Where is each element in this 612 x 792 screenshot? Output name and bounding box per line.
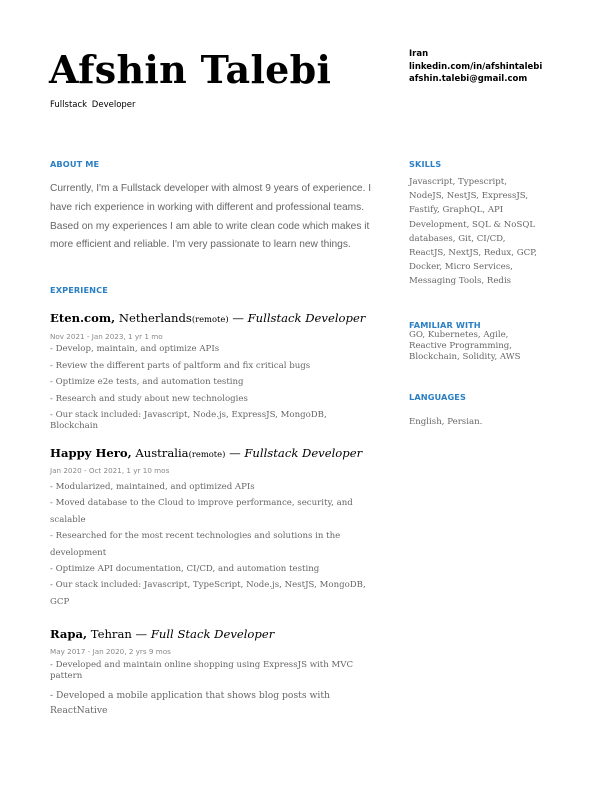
job-separator: —: [225, 446, 245, 460]
contact-email[interactable]: afshin.talebi@gmail.com: [409, 74, 528, 84]
skills-line: Development, SQL & NoSQL: [409, 219, 536, 230]
job-bullet: - Optimize API documentation, CI/CD, and automation testing: [50, 564, 320, 575]
job-remote: (remote): [191, 314, 229, 324]
job-bullet: - Researched for the most recent technologies and solutions in the: [50, 531, 341, 542]
job-bullet: ReactNative: [50, 705, 108, 716]
skills-line: ReactJS, NextJS, Redux, GCP,: [409, 248, 537, 259]
familiar-line: GO, Kubernetes, Agile,: [409, 330, 509, 340]
contact-linkedin[interactable]: linkedin.com/in/afshintalebi: [409, 61, 543, 72]
about-line: more efficient and reliable. I'm very passionate to learn new things.: [50, 239, 351, 251]
skills-line: Fastify, GraphQL, API: [409, 205, 504, 216]
candidate-title: Fullstack Developer: [50, 100, 136, 110]
skills-line: NodeJS, NestJS, ExpressJS,: [409, 191, 529, 202]
job-dates: Jan 2020 - Oct 2021, 1 yr 10 mos: [50, 466, 170, 475]
job-bullet: - Our stack included: Javascript, TypeScript, Node.js, NestJS, MongoDB,: [50, 580, 366, 591]
skills-line: Docker, Micro Services,: [409, 262, 513, 273]
job-bullet: scalable: [50, 514, 86, 525]
job-role: Fullstack Developer: [247, 311, 366, 325]
languages-heading: LANGUAGES: [409, 392, 466, 402]
about-heading: ABOUT ME: [50, 159, 100, 169]
job-bullet: development: [50, 547, 107, 558]
job-location: Australia: [131, 446, 189, 460]
familiar-list: [409, 330, 549, 362]
job-location: Tehran: [87, 627, 132, 641]
skills-line: databases, Git, CI/CD,: [409, 233, 506, 244]
job-bullet: pattern: [50, 671, 83, 681]
job-company: Happy Hero,: [50, 446, 132, 460]
about-line: Based on my experiences I am able to write clean code which makes it: [50, 220, 370, 232]
job-bullet: - Moved database to the Cloud to improve performance, security, and: [50, 498, 353, 509]
job-dates: Nov 2021 - Jan 2023, 1 yr 1 mo: [50, 332, 163, 341]
job-separator: —: [131, 627, 151, 641]
job-title-rapa: [50, 627, 274, 641]
about-line: Currently, I'm a Fullstack developer with almost 9 years of experience. I: [50, 183, 372, 194]
candidate-name: Afshin Talebi: [49, 47, 332, 92]
contact-block: [409, 48, 542, 86]
job-bullet: GCP: [50, 596, 70, 607]
about-line: have rich experience in working with different and professional teams.: [50, 201, 365, 213]
skills-line: Javascript, Typescript,: [409, 177, 507, 187]
skills-list: [409, 175, 549, 289]
job-bullet: - Developed a mobile application that shows blog posts with: [50, 690, 330, 701]
job-location: Netherlands: [115, 311, 192, 325]
job-bullet: - Developed and maintain online shopping using ExpressJS with MVC: [50, 660, 354, 670]
job-title-happy-hero: [50, 446, 362, 460]
job-company: Rapa,: [50, 627, 88, 641]
job-company: Eten.com,: [50, 311, 116, 325]
job-bullet: - Our stack included: Javascript, Node.js, ExpressJS, MongoDB,: [50, 410, 327, 420]
job-title-eten: [50, 311, 365, 325]
job-role: Full Stack Developer: [150, 627, 275, 641]
job-remote: (remote): [188, 449, 226, 459]
job-bullet: - Research and study about new technologies: [50, 393, 248, 404]
job-separator: —: [228, 311, 248, 325]
job-bullet: - Review the different parts of paltform and fix critical bugs: [50, 360, 311, 371]
job-dates: May 2017 - Jan 2020, 2 yrs 9 mos: [50, 647, 171, 656]
job-bullets: [50, 344, 380, 432]
familiar-line: Reactive Programming,: [409, 340, 512, 351]
languages-text: English, Persian.: [409, 417, 483, 427]
familiar-line: Blockchain, Solidity, AWS: [409, 351, 521, 362]
skills-heading: SKILLS: [409, 159, 442, 169]
experience-heading: EXPERIENCE: [50, 285, 108, 295]
job-bullets: [50, 479, 380, 610]
skills-line: Messaging Tools, Redis: [409, 276, 512, 287]
contact-location: Iran: [409, 49, 429, 59]
job-bullet: - Modularized, maintained, and optimized APIs: [50, 482, 255, 492]
job-bullet: - Optimize e2e tests, and automation testing: [50, 377, 244, 387]
job-bullet: - Develop, maintain, and optimize APIs: [50, 344, 220, 354]
job-role: Fullstack Developer: [244, 446, 363, 460]
job-bullets: [50, 660, 380, 718]
familiar-heading: FAMILIAR WITH: [409, 320, 481, 330]
about-text: [50, 180, 385, 255]
job-bullet: Blockchain: [50, 421, 99, 431]
